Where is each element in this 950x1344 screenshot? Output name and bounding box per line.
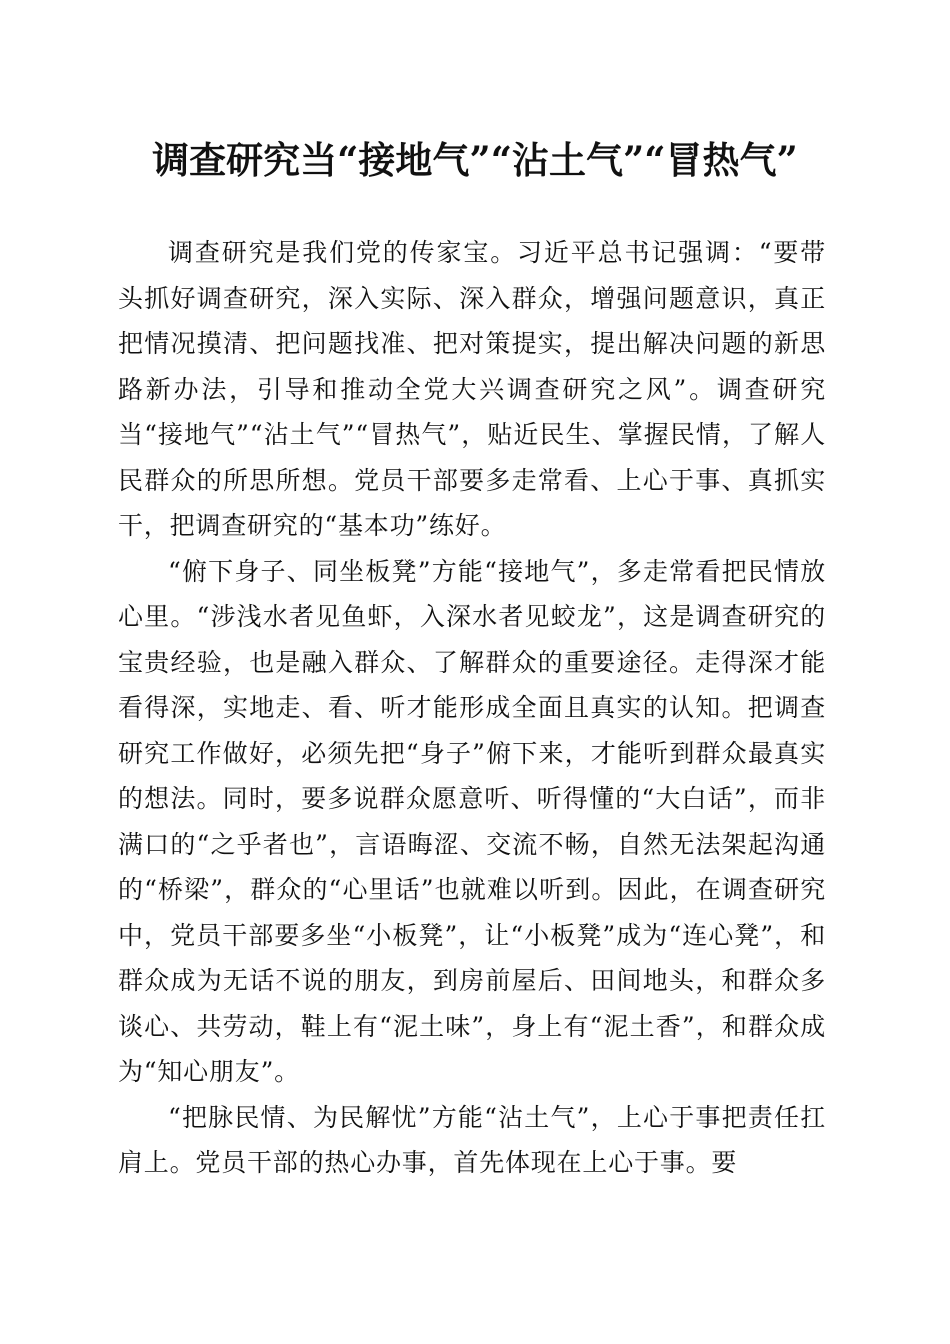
document-title: 调查研究当“接地气”“沾土气”“冒热气”	[152, 138, 798, 182]
paragraph-1: 调查研究是我们党的传家宝。习近平总书记强调：“要带头抓好调查研究，深入实际、深入群众，增强问题意识，真正把情况摸清、把问题找准、把对策提实，提出解决问题的新思路新办法，引导和推动全党大兴调查研究之风”。调查研究当“接地气”“沾土气”“冒热气”，贴近民生、掌握民情，了解人民群众的所思所想。党员干部要多走常看、上心于事、真抓实干，把调查研究的“基本功”练好。	[118, 238, 826, 540]
paragraph-2: “俯下身子、同坐板凳”方能“接地气”，多走常看把民情放心里。“涉浅水者见鱼虾，入深水者见蛟龙”，这是调查研究的宝贵经验，也是融入群众、了解群众的重要途径。走得深才能看得深，实地走、看、听才能形成全面且真实的认知。把调查研究工作做好，必须先把“身子”俯下来，才能听到群众最真实的想法。同时，要多说群众愿意听、听得懂的“大白话”，而非满口的“之乎者也”，言语晦涩、交流不畅，自然无法架起沟通的“桥梁”，群众的“心里话”也就难以听到。因此，在调查研究中，党员干部要多坐“小板凳”，让“小板凳”成为“连心凳”，和群众成为无话不说的朋友，到房前屋后、田间地头，和群众多谈心、共劳动，鞋上有“泥土味”，身上有“泥土香”，和群众成为“知心朋友”。	[118, 556, 826, 1086]
document-body	[118, 230, 826, 1186]
paragraph-3: “把脉民情、为民解忧”方能“沾土气”，上心于事把责任扛肩上。党员干部的热心办事，首先体现在上心于事。要	[118, 1102, 826, 1177]
